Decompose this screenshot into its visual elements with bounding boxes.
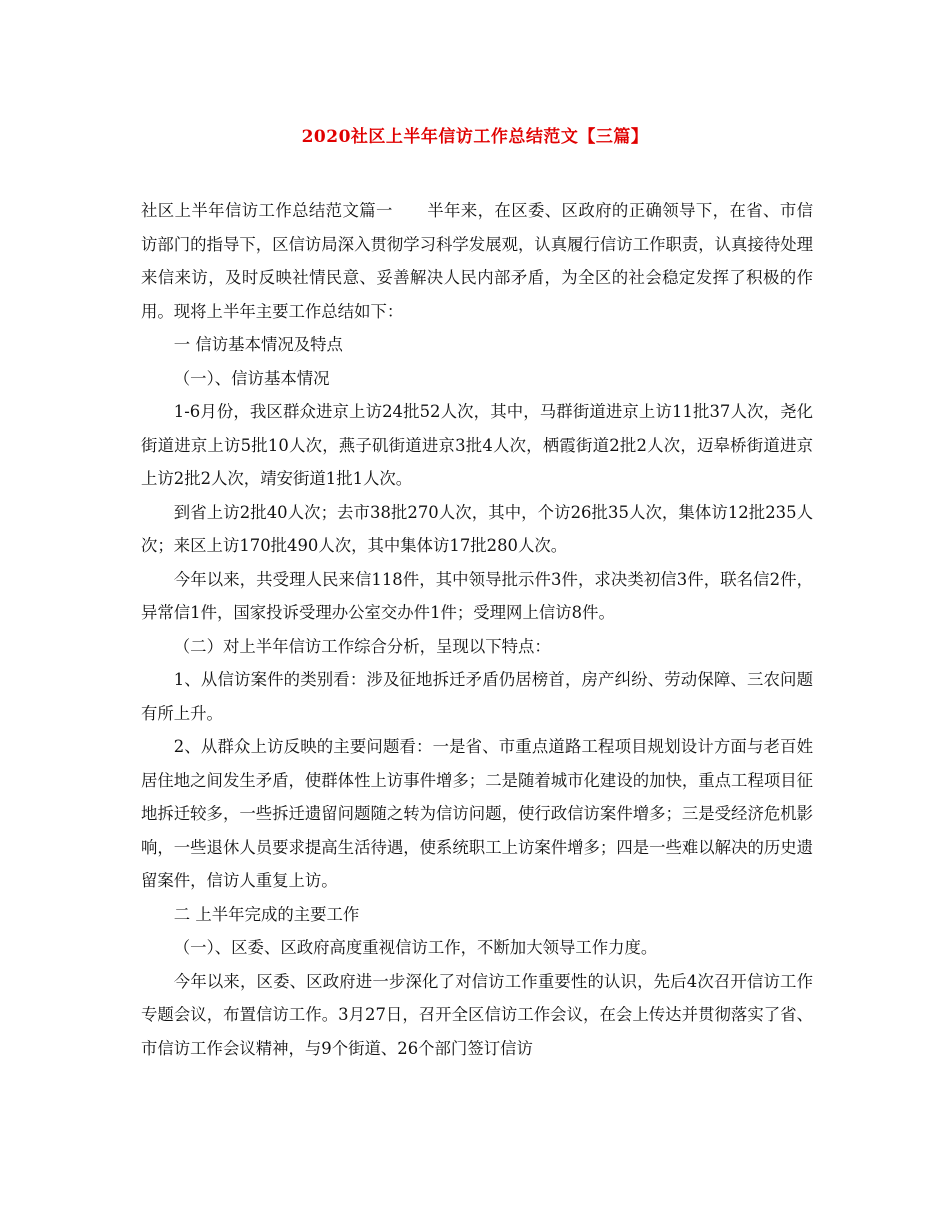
intro-heading: 社区上半年信访工作总结范文篇一 bbox=[141, 201, 393, 220]
intro-paragraph bbox=[141, 194, 813, 328]
section-heading: 二 上半年完成的主要工作 bbox=[173, 904, 360, 924]
body-paragraph: 今年以来，区委、区政府进一步深化了对信访工作重要性的认识，先后4次召开信访工作专题会议，布置信访工作。3月27日，召开全区信访工作会议，在会上传达并贯彻落实了省、市信访工作会议精神，与9个街道、26个部门签订信访 bbox=[141, 971, 813, 1058]
intro-text: 半年来，在区委、区政府的正确领导下，在省、市信访部门的指导下，区信访局深入贯彻学习科学发展观，认真履行信访工作职责，认真接待处理来信来访，及时反映社情民意、妥善解决人民内部矛盾，为全区的社会稳定发挥了积极的作用。现将上半年主要工作总结如下： bbox=[141, 201, 814, 321]
section-heading: 一 信访基本情况及特点 bbox=[173, 335, 343, 354]
subsection-heading: （一）、信访基本情况 bbox=[173, 368, 330, 388]
body-paragraph: 2、从群众上访反映的主要问题看：一是省、市重点道路工程项目规划设计方面与老百姓居住地之间发生矛盾，使群体性上访事件增多；二是随着城市化建设的加快，重点工程项目征地拆迁较多，一些拆迁遗留问题随之转为信访问题，使行政信访案件增多；三是受经济危机影响，一些退休人员要求提高生活待遇，使系统职工上访案件增多；四是一些难以解决的历史遗留案件，信访人重复上访。 bbox=[141, 737, 814, 890]
body-paragraph: 1、从信访案件的类别看：涉及征地拆迁矛盾仍居榜首，房产纠纷、劳动保障、三农问题有所上升。 bbox=[141, 670, 813, 723]
document-title: 2020社区上半年信访工作总结范文【三篇】 bbox=[301, 127, 649, 147]
subsection-heading: （二）对上半年信访工作综合分析，呈现以下特点： bbox=[173, 636, 551, 656]
body-paragraph: 今年以来，共受理人民来信118件，其中领导批示件3件，求决类初信3件，联名信2件，异常信1件，国家投诉受理办公室交办件1件；受理网上信访8件。 bbox=[141, 569, 813, 622]
body-paragraph: 到省上访2批40人次；去市38批270人次，其中，个访26批35人次，集体访12批235人次；来区上访170批490人次，其中集体访17批280人次。 bbox=[141, 502, 813, 555]
document-body bbox=[141, 194, 813, 1065]
subsection-heading: （一）、区委、区政府高度重视信访工作，不断加大领导工作力度。 bbox=[173, 938, 658, 957]
body-paragraph: 1-6月份，我区群众进京上访24批52人次，其中，马群街道进京上访11批37人次，尧化街道进京上访5批10人次，燕子矶街道进京3批4人次，栖霞街道2批2人次，迈皋桥街道进京上访2批2人次，靖安街道1批1人次。 bbox=[141, 402, 813, 488]
